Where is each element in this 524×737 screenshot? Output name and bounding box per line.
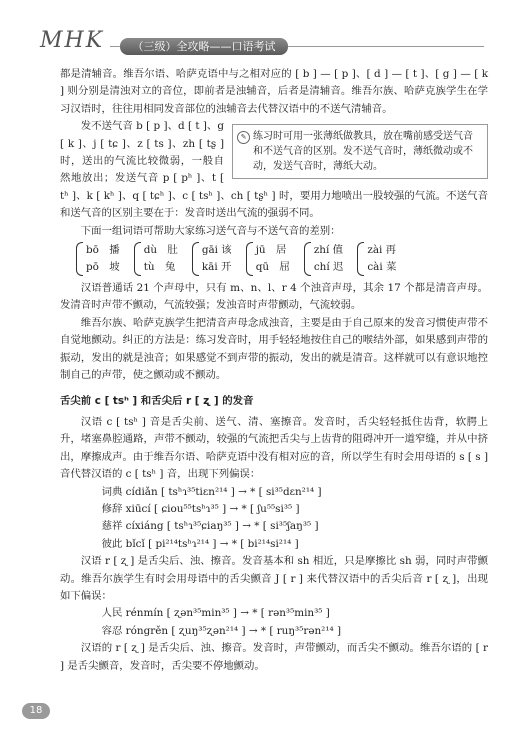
- word-pair: [76, 242, 120, 276]
- brace-icon: [357, 242, 364, 276]
- word-pairs: [76, 242, 488, 276]
- paragraph-3: 下面一组词语可帮助大家练习送气音与不送气音的差别：: [80, 224, 341, 237]
- example-line: 修辞 xiūcí [ ɕiou⁵⁵tsʰɿ³⁵ ] → * [ ʃu⁵⁵si³⁵ ]: [101, 502, 300, 515]
- page-header: [0, 0, 524, 60]
- section-title: 舌尖前 c [ tsʰ ] 和舌尖后 r [ ʐ ] 的发音: [60, 394, 254, 407]
- pair-unaspirated: dù 肚: [143, 244, 178, 257]
- pair-aspirated: kāi 开: [201, 261, 232, 274]
- pair-unaspirated: jū 居: [255, 244, 287, 257]
- paragraph-7: 汉语 r [ ʐ ] 是舌尖后、浊、擦音。发音基本和 sh 相近，只是摩擦比 sh 弱，同时声带颤动。维吾尔族学生有时会用母语中的舌尖颤音 J [ r ] 来代替汉语中的舌尖后音 r [ ʐ ]，出现如下偏误：: [60, 555, 488, 602]
- pair-unaspirated: gāi 该: [201, 244, 232, 257]
- page-number: 18: [22, 703, 50, 719]
- example-line: 词典 cídiǎn [ tsʰɿ³⁵tiɛn²¹⁴ ] → * [ si³⁵dɛn²¹⁴ ]: [101, 485, 322, 498]
- tip-box: [232, 124, 488, 179]
- example-line: 慈祥 cíxiáng [ tsʰɿ³⁵ɕiaŋ³⁵ ] → * [ si³⁵ʃaŋ³⁵ ]: [101, 520, 319, 533]
- paragraph-4: 汉语普通话 21 个声母中，只有 m、n、l、r 4 个浊音声母，其余 17 个都是清音声母。发清音时声带不颤动，气流较强；发浊音时声带颤动，气流较弱。: [60, 282, 488, 312]
- pair-unaspirated: bō 播: [86, 244, 120, 257]
- word-pair: [246, 242, 290, 276]
- brace-icon: [76, 242, 83, 276]
- pair-aspirated: qū 屈: [255, 261, 290, 274]
- pair-aspirated: chí 迟: [313, 261, 344, 274]
- paragraph-5: 维吾尔族、哈萨克族学生把清音声母念成浊音，主要是由于自己原来的发音习惯使声带不自觉地颤动。纠正的方法是：练习发音时，用手轻轻地按住自己的喉结外部，如果感到声带的振动，发出的就是浊音；如果感觉不到声带的振动，发出的就是清音。这样就可以有意识地控制自己的声带，使之颤动或不颤动。: [60, 316, 488, 382]
- brace-icon: [304, 242, 311, 276]
- paragraph-8: 汉语的 r [ ʐ ] 是舌尖后、浊、擦音。发音时，声带颤动，而舌尖不颤动。维吾尔语的 [ r ] 是舌尖颤音，发音时，舌尖要不停地颤动。: [60, 642, 488, 672]
- book-logo: MHK: [40, 28, 105, 53]
- word-pair: [304, 242, 344, 276]
- brace-icon: [192, 242, 199, 276]
- paragraph-6: 汉语 c [ tsʰ ] 音是舌尖前、送气、清、塞擦音。发音时，舌尖轻轻抵住齿背，软腭上升，堵塞鼻腔通路，声带不颤动，较强的气流把舌尖与上齿背的阻碍冲开一道窄缝，并从中挤出，摩擦成声。由于维吾尔语、哈萨克语中没有相对应的音，所以学生有时会用母语的 s [ s ] 音代替汉语的 c [ tsʰ ] 音，出现下列偏误：: [60, 415, 488, 481]
- brace-icon: [246, 242, 253, 276]
- word-pair: [357, 242, 396, 276]
- brace-icon: [134, 242, 141, 276]
- pair-aspirated: pō 坡: [86, 261, 120, 274]
- pair-unaspirated: zài 再: [367, 244, 397, 257]
- example-line: 容忍 róngrěn [ ʐuŋ³⁵ʐən²¹⁴ ] → * [ ruŋ³⁵rən²¹⁴ ]: [101, 624, 342, 637]
- tip-text: 练习时可用一张薄纸做教具，放在嘴前感受送气音和不送气音的区别。发不送气音时，薄纸微动或不动，发送气音时，薄纸大动。: [253, 131, 473, 173]
- word-pair: [134, 242, 178, 276]
- page-content: [60, 66, 488, 675]
- pair-aspirated: tù 兔: [143, 261, 176, 274]
- paragraph-1: 都是清辅音。维吾尔语、哈萨克语中与之相对应的 [ b ] — [ p ]、[ d ] — [ t ]、[ g ] — [ k ] 则分别是清浊对立的音位，即前者是浊辅音，后者是清辅音。维吾尔族、哈萨克族学生在学习汉语时，往往用相同发音部位的浊辅音去代替汉语中的不送气清辅音。: [60, 68, 488, 115]
- paragraph-2: 发不送气音 b [ p ]、d [ t ]、g [ k ]、j [ tɕ ]、z [ ts ]、zh [ tʂ ] 时，送出的气流比较微弱，一般自然地放出；发送气音 p [ pʰ ]、t [ tʰ ]、k [ kʰ ]、q [ tɕʰ ]、c [ tsʰ ]、ch [ tʂʰ ] 时，要用力地喷出一股较强的气流。不送气音和送气音的区别主要在于：发音时送出气流的强弱不同。: [60, 120, 488, 220]
- tip-pencil-icon: ✎: [237, 131, 250, 144]
- pair-aspirated: cài 菜: [367, 261, 397, 274]
- header-title-band: （三级）全攻略——口语考试: [120, 38, 288, 55]
- example-line: 人民 rénmín [ ʐən³⁵min³⁵ ] → * [ rən³⁵min³⁵ ]: [101, 607, 330, 620]
- example-line: 彼此 bǐcǐ [ pi²¹⁴tsʰɿ²¹⁴ ] → * [ bi²¹⁴si²¹⁴ ]: [101, 537, 299, 550]
- word-pair: [192, 242, 232, 276]
- aspiration-block: [60, 118, 488, 222]
- pair-unaspirated: zhí 值: [313, 244, 344, 257]
